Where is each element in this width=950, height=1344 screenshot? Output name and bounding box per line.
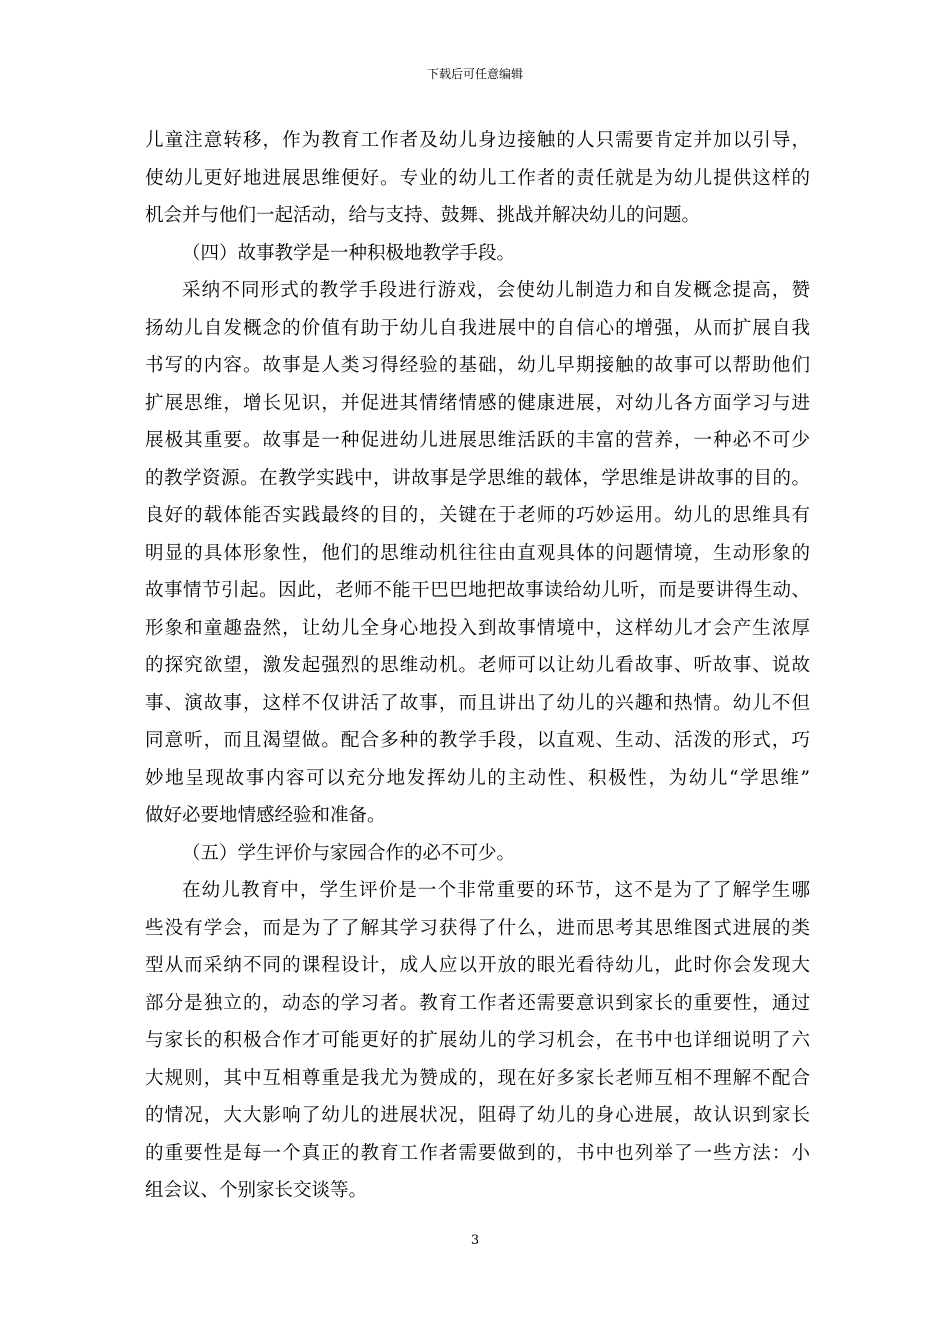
text-line: 的教学资源。在教学实践中，讲故事是学思维的载体，学思维是讲故事的目的。 [145,467,810,489]
text-line: 在幼儿教育中，学生评价是一个非常重要的环节，这不是为了了解学生哪 [182,880,810,901]
text-line: 妙地呈现故事内容可以充分地发挥幼儿的主动性、积极性，为幼儿“学思维” [145,767,810,789]
text-line: 机会并与他们一起活动，给与支持、鼓舞、挑战并解决幼儿的问题。 [145,205,701,226]
text-line: 采纳不同形式的教学手段进行游戏，会使幼儿制造力和自发概念提高，赞 [182,280,810,301]
text-line: 书写的内容。故事是人类习得经验的基础，幼儿早期接触的故事可以帮助他们 [145,355,810,376]
text-line: 做好必要地情感经验和准备。 [145,805,386,826]
text-line: 部分是独立的，动态的学习者。教育工作者还需要意识到家长的重要性，通过 [145,992,810,1014]
text-line: 儿童注意转移，作为教育工作者及幼儿身边接触的人只需要肯定并加以引导， [145,130,810,151]
text-line: 同意听，而且渴望做。配合多种的教学手段，以直观、生动、活泼的形式，巧 [145,730,810,751]
document-body [145,122,810,1210]
page-number: 3 [470,1233,480,1248]
section-heading: （四）故事教学是一种积极地教学手段。 [182,242,516,264]
text-line: 些没有学会，而是为了了解其学习获得了什么，进而思考其思维图式进展的类 [145,917,810,939]
text-line: 明显的具体形象性，他们的思维动机往往由直观具体的问题情境，生动形象的 [145,542,810,564]
text-line: 使幼儿更好地进展思维便好。专业的幼儿工作者的责任就是为幼儿提供这样的 [145,167,810,189]
section-heading: （五）学生评价与家园合作的必不可少。 [182,842,516,864]
text-line: 的重要性是每一个真正的教育工作者需要做到的，书中也列举了一些方法：小 [145,1142,810,1164]
text-line: 事、演故事，这样不仅讲活了故事，而且讲出了幼儿的兴趣和热情。幼儿不但 [145,692,810,714]
text-line: 型从而采纳不同的课程设计，成人应以开放的眼光看待幼儿，此时你会发现大 [145,955,810,976]
text-line: 与家长的积极合作才可能更好的扩展幼儿的学习机会，在书中也详细说明了六 [145,1030,810,1051]
text-line: 展极其重要。故事是一种促进幼儿进展思维活跃的丰富的营养，一种必不可少 [145,430,810,451]
text-line: 的探究欲望，激发起强烈的思维动机。老师可以让幼儿看故事、听故事、说故 [145,655,810,676]
text-line: 的情况，大大影响了幼儿的进展状况，阻碍了幼儿的身心进展，故认识到家长 [145,1105,810,1126]
text-line: 大规则，其中互相尊重是我尤为赞成的，现在好多家长老师互相不理解不配合 [145,1067,810,1089]
text-line: 扬幼儿自发概念的价值有助于幼儿自我进展中的自信心的增强，从而扩展自我 [145,317,810,339]
text-line: 形象和童趣盎然，让幼儿全身心地投入到故事情境中，这样幼儿才会产生浓厚 [145,617,810,639]
text-line: 扩展思维，增长见识，并促进其情绪情感的健康进展，对幼儿各方面学习与进 [145,392,810,414]
page-header: 下载后可任意编辑 [426,67,523,81]
text-line: 良好的载体能否实践最终的目的，关键在于老师的巧妙运用。幼儿的思维具有 [145,505,810,526]
text-line: 故事情节引起。因此，老师不能干巴巴地把故事读给幼儿听，而是要讲得生动、 [145,580,810,601]
text-line: 组会议、个别家长交谈等。 [145,1180,368,1201]
